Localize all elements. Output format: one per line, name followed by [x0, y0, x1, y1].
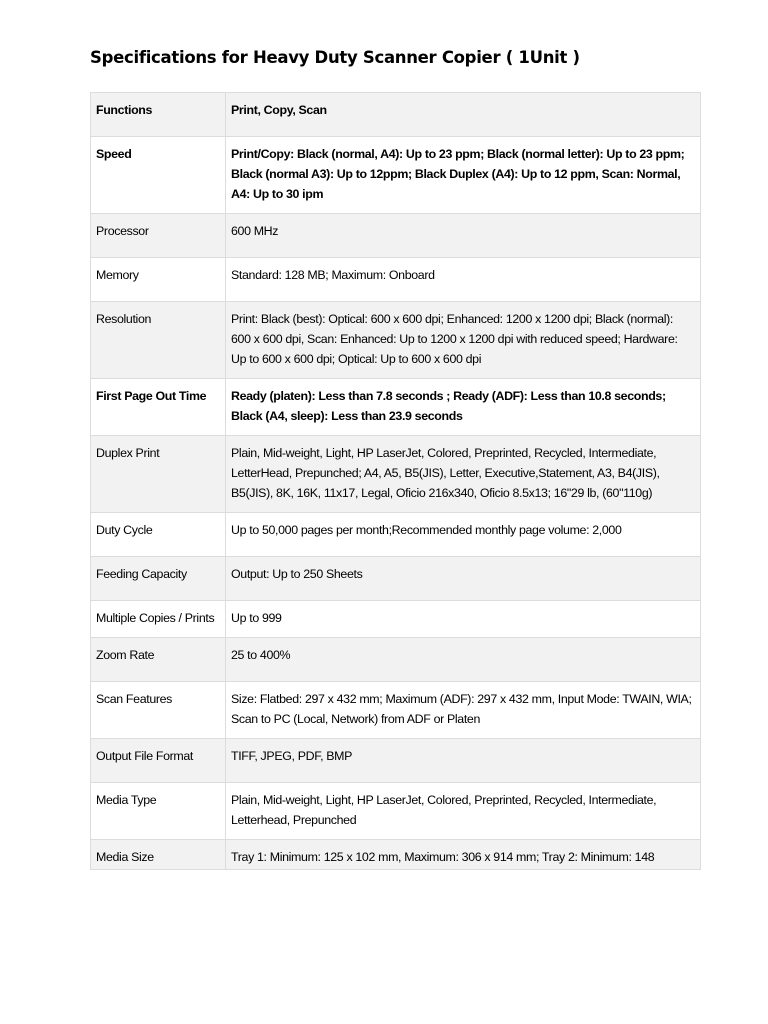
table-row — [91, 137, 701, 214]
spec-label-media-type: Media Type — [91, 783, 226, 840]
table-row — [91, 379, 701, 436]
spec-label-resolution: Resolution — [91, 302, 226, 379]
table-row — [91, 557, 701, 601]
spec-value-multiple-copies: Up to 999 — [226, 601, 701, 638]
spec-label-duty-cycle: Duty Cycle — [91, 513, 226, 557]
table-row — [91, 513, 701, 557]
spec-label-processor: Processor — [91, 214, 226, 258]
table-row — [91, 739, 701, 783]
spec-value-feeding-capacity: Output: Up to 250 Sheets — [226, 557, 701, 601]
spec-label-multiple-copies: Multiple Copies / Prints — [91, 601, 226, 638]
spec-label-speed: Speed — [91, 137, 226, 214]
table-row — [91, 601, 701, 638]
spec-label-zoom-rate: Zoom Rate — [91, 638, 226, 682]
spec-value-memory: Standard: 128 MB; Maximum: Onboard — [226, 258, 701, 302]
spec-label-output-file-format: Output File Format — [91, 739, 226, 783]
spec-value-duty-cycle: Up to 50,000 pages per month;Recommended monthly page volume: 2,000 — [226, 513, 701, 557]
spec-value-first-page-out-time: Ready (platen): Less than 7.8 seconds ; Ready (ADF): Less than 10.8 seconds; Black (A4, sleep): Less than 23.9 seconds — [226, 379, 701, 436]
spec-value-scan-features: Size: Flatbed: 297 x 432 mm; Maximum (ADF): 297 x 432 mm, Input Mode: TWAIN, WIA; Scan to PC (Local, Network) from ADF or Platen — [226, 682, 701, 739]
table-row — [91, 214, 701, 258]
spec-label-first-page-out-time: First Page Out Time — [91, 379, 226, 436]
spec-label-duplex-print: Duplex Print — [91, 436, 226, 513]
spec-value-functions: Print, Copy, Scan — [226, 93, 701, 137]
table-row — [91, 682, 701, 739]
table-row — [91, 258, 701, 302]
spec-label-scan-features: Scan Features — [91, 682, 226, 739]
spec-value-speed: Print/Copy: Black (normal, A4): Up to 23 ppm; Black (normal letter): Up to 23 ppm; Black (normal A3): Up to 12ppm; Black Duplex (A4): Up to 12 ppm, Scan: Normal, A4: Up to 30 ipm — [226, 137, 701, 214]
spec-label-memory: Memory — [91, 258, 226, 302]
table-row — [91, 436, 701, 513]
spec-value-processor: 600 MHz — [226, 214, 701, 258]
spec-value-media-type: Plain, Mid-weight, Light, HP LaserJet, Colored, Preprinted, Recycled, Intermediate, Letterhead, Prepunched — [226, 783, 701, 840]
spec-value-media-size: Tray 1: Minimum: 125 x 102 mm, Maximum: 306 x 914 mm; Tray 2: Minimum: 148 — [226, 840, 701, 870]
spec-label-media-size: Media Size — [91, 840, 226, 870]
table-row — [91, 93, 701, 137]
spec-value-resolution: Print: Black (best): Optical: 600 x 600 dpi; Enhanced: 1200 x 1200 dpi; Black (normal): 600 x 600 dpi, Scan: Enhanced: Up to 1200 x 1200 dpi with reduced speed; Hardware: Up to 600 x 600 dpi; Optical: Up to 600 x 600 dpi — [226, 302, 701, 379]
table-row — [91, 840, 701, 870]
spec-value-output-file-format: TIFF, JPEG, PDF, BMP — [226, 739, 701, 783]
spec-value-zoom-rate: 25 to 400% — [226, 638, 701, 682]
spec-label-functions: Functions — [91, 93, 226, 137]
spec-table — [90, 92, 701, 870]
table-row — [91, 638, 701, 682]
table-row — [91, 302, 701, 379]
page-title: Specifications for Heavy Duty Scanner Copier ( 1Unit ) — [90, 48, 580, 67]
table-row — [91, 783, 701, 840]
spec-value-duplex-print: Plain, Mid-weight, Light, HP LaserJet, Colored, Preprinted, Recycled, Intermediate, LetterHead, Prepunched; A4, A5, B5(JIS), Letter, Executive,Statement, A3, B4(JIS), B5(JIS), 8K, 16K, 11x17, Legal, Oficio 216x340, Oficio 8.5x13; 16"29 lb, (60"110g) — [226, 436, 701, 513]
spec-label-feeding-capacity: Feeding Capacity — [91, 557, 226, 601]
